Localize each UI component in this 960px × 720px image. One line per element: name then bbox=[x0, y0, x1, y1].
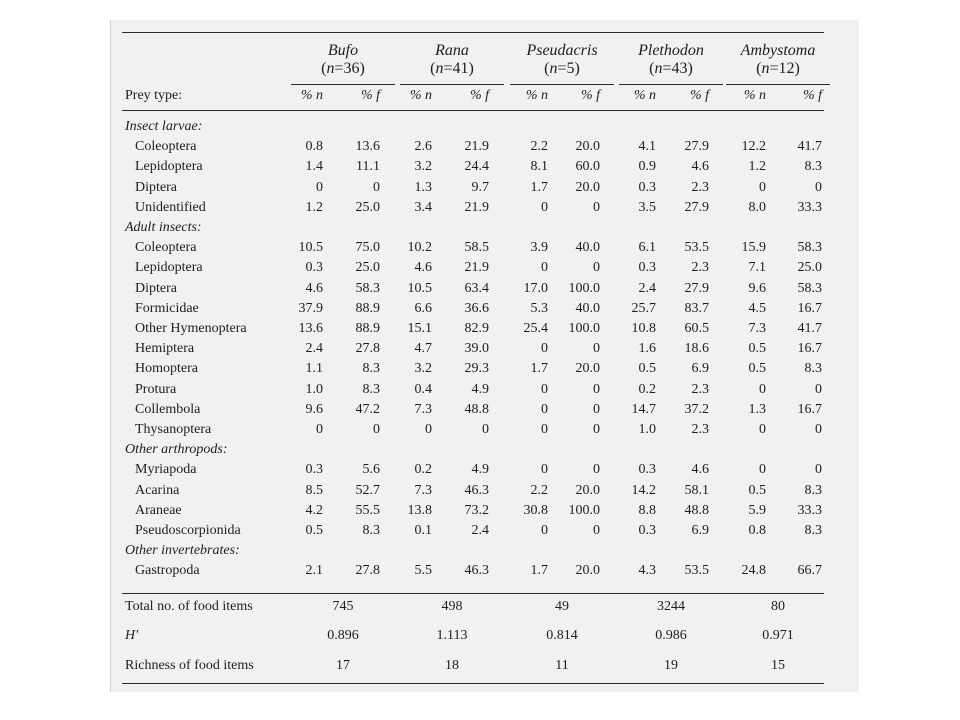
species-header-pseudacris bbox=[507, 42, 617, 78]
table-cell: 13.6 bbox=[355, 139, 380, 155]
table-cell: 0.3 bbox=[638, 179, 656, 195]
table-cell: 0.5 bbox=[748, 361, 766, 377]
table-cell: 2.2 bbox=[530, 139, 548, 155]
table-cell: 48.8 bbox=[684, 502, 709, 518]
table-cell: 29.3 bbox=[464, 361, 489, 377]
table-cell: 0 bbox=[759, 462, 766, 478]
table-cell: 6.6 bbox=[414, 300, 432, 316]
table-cell: 0 bbox=[593, 422, 600, 437]
table-cell: 15.1 bbox=[407, 321, 432, 336]
summary-cell: 0.971 bbox=[762, 628, 794, 643]
table-cell: 0 bbox=[316, 422, 323, 437]
table-cell: 2.6 bbox=[414, 139, 432, 155]
table-cell: 2.4 bbox=[471, 523, 489, 538]
table-cell: 39.0 bbox=[464, 341, 489, 357]
group-heading: Insect larvae: bbox=[125, 119, 203, 134]
table-cell: 0.2 bbox=[638, 381, 656, 397]
table-cell: 13.8 bbox=[407, 502, 432, 518]
table-cell: 8.0 bbox=[748, 199, 766, 215]
table-cell: 5.5 bbox=[414, 563, 432, 579]
table-cell: 48.8 bbox=[464, 401, 489, 417]
table-cell: 46.3 bbox=[464, 563, 489, 579]
table-cell: 88.9 bbox=[355, 321, 380, 336]
prey-row-label: Hemiptera bbox=[135, 341, 195, 357]
table-cell: 60.5 bbox=[684, 321, 709, 336]
table-cell: 14.7 bbox=[631, 401, 656, 417]
table-cell: 2.4 bbox=[638, 280, 656, 296]
table-cell: 4.5 bbox=[748, 300, 766, 316]
prey-row-label: Lepidoptera bbox=[135, 159, 203, 175]
table-cell: 0.3 bbox=[638, 260, 656, 276]
table-cell: 0 bbox=[759, 179, 766, 195]
species-n-value: 12 bbox=[778, 60, 795, 77]
table-bottom-rule bbox=[122, 683, 824, 684]
table-cell: 0 bbox=[593, 199, 600, 215]
table-cell: 16.7 bbox=[797, 300, 822, 316]
table-cell: 6.9 bbox=[691, 361, 709, 377]
table-cell: 58.1 bbox=[684, 482, 709, 498]
summary-cell: 80 bbox=[771, 599, 785, 614]
table-cell: 16.7 bbox=[797, 401, 822, 417]
table-cell: 1.1 bbox=[305, 361, 323, 377]
table-cell: 1.7 bbox=[530, 563, 548, 579]
table-cell: 2.3 bbox=[691, 260, 709, 276]
table-cell: 0.5 bbox=[748, 482, 766, 498]
table-cell: 7.3 bbox=[414, 482, 432, 498]
table-cell: 6.9 bbox=[691, 523, 709, 538]
table-cell: 37.9 bbox=[298, 300, 323, 316]
table-cell: 8.3 bbox=[362, 361, 380, 377]
table-cell: 20.0 bbox=[575, 139, 600, 155]
table-cell: 88.9 bbox=[355, 300, 380, 316]
prey-row-label: Other Hymenoptera bbox=[135, 321, 247, 336]
table-cell: 82.9 bbox=[464, 321, 489, 336]
prey-row-label: Thysanoptera bbox=[135, 422, 212, 437]
table-cell: 41.7 bbox=[797, 139, 822, 155]
group-heading: Adult insects: bbox=[125, 220, 202, 235]
table-cell: 0 bbox=[593, 260, 600, 276]
table-cell: 27.9 bbox=[684, 199, 709, 215]
table-cell: 5.9 bbox=[748, 502, 766, 518]
table-cell: 4.6 bbox=[305, 280, 323, 296]
table-cell: 27.8 bbox=[355, 341, 380, 357]
table-cell: 0 bbox=[759, 422, 766, 437]
table-cell: 58.3 bbox=[797, 280, 822, 296]
species-header-rule bbox=[400, 84, 504, 85]
table-cell: 1.3 bbox=[748, 401, 766, 417]
col-header-percent-n: % n bbox=[743, 88, 766, 103]
table-cell: 37.2 bbox=[684, 401, 709, 417]
table-cell: 0 bbox=[373, 422, 380, 437]
table-cell: 1.6 bbox=[638, 341, 656, 357]
table-cell: 8.3 bbox=[804, 523, 822, 538]
table-cell: 0.5 bbox=[305, 523, 323, 538]
table-cell: 11.1 bbox=[356, 159, 380, 175]
table-cell: 9.7 bbox=[471, 179, 489, 195]
table-cell: 0 bbox=[593, 381, 600, 397]
species-header-rule bbox=[726, 84, 830, 85]
table-cell: 2.3 bbox=[691, 381, 709, 397]
table-cell: 5.3 bbox=[530, 300, 548, 316]
table-cell: 2.3 bbox=[691, 179, 709, 195]
table-cell: 1.7 bbox=[530, 179, 548, 195]
table-cell: 21.9 bbox=[464, 260, 489, 276]
table-cell: 0.8 bbox=[305, 139, 323, 155]
table-cell: 1.0 bbox=[638, 422, 656, 437]
table-cell: 52.7 bbox=[355, 482, 380, 498]
species-name: Plethodon bbox=[638, 42, 704, 59]
table-cell: 0 bbox=[541, 341, 548, 357]
table-cell: 8.3 bbox=[804, 482, 822, 498]
table-cell: 47.2 bbox=[355, 401, 380, 417]
col-header-percent-f: % f bbox=[580, 88, 600, 103]
species-n-value: 43 bbox=[671, 60, 688, 77]
species-header-rule bbox=[291, 84, 395, 85]
table-cell: 1.2 bbox=[748, 159, 766, 175]
table-cell: 15.9 bbox=[741, 240, 766, 256]
table-cell: 1.4 bbox=[305, 159, 323, 175]
table-summary-rule bbox=[122, 593, 824, 594]
table-cell: 17.0 bbox=[523, 280, 548, 296]
table-cell: 55.5 bbox=[355, 502, 380, 518]
table-cell: 0 bbox=[541, 462, 548, 478]
table-cell: 20.0 bbox=[575, 563, 600, 579]
table-cell: 4.3 bbox=[638, 563, 656, 579]
table-cell: 0.3 bbox=[305, 260, 323, 276]
col-header-percent-n: % n bbox=[633, 88, 656, 103]
prey-row-label: Diptera bbox=[135, 179, 177, 195]
table-cell: 3.2 bbox=[414, 159, 432, 175]
prey-row-label: Coleoptera bbox=[135, 139, 197, 155]
table-cell: 18.6 bbox=[684, 341, 709, 357]
table-cell: 0.3 bbox=[638, 523, 656, 538]
species-sample-size: (n=12) bbox=[756, 60, 800, 77]
summary-cell: 18 bbox=[445, 658, 459, 673]
species-header-ambystoma bbox=[723, 42, 833, 78]
table-cell: 2.1 bbox=[305, 563, 323, 579]
prey-row-label: Lepidoptera bbox=[135, 260, 203, 276]
table-cell: 9.6 bbox=[305, 401, 323, 417]
table-cell: 8.3 bbox=[804, 361, 822, 377]
species-name: Ambystoma bbox=[740, 42, 816, 59]
summary-cell: 11 bbox=[555, 658, 569, 673]
table-cell: 58.5 bbox=[464, 240, 489, 256]
table-cell: 0 bbox=[316, 179, 323, 195]
species-name: Pseudacris bbox=[526, 42, 598, 59]
table-cell: 8.1 bbox=[530, 159, 548, 175]
table-cell: 21.9 bbox=[464, 139, 489, 155]
table-cell: 7.3 bbox=[414, 401, 432, 417]
table-cell: 10.5 bbox=[407, 280, 432, 296]
table-cell: 8.3 bbox=[362, 381, 380, 397]
table-cell: 4.1 bbox=[638, 139, 656, 155]
table-cell: 0 bbox=[815, 381, 822, 397]
table-cell: 58.3 bbox=[355, 280, 380, 296]
col-header-percent-f: % f bbox=[469, 88, 489, 103]
table-cell: 2.4 bbox=[305, 341, 323, 357]
summary-cell: 49 bbox=[555, 599, 569, 614]
table-cell: 0.1 bbox=[414, 523, 432, 538]
prey-row-label: Gastropoda bbox=[135, 563, 200, 579]
table-cell: 73.2 bbox=[464, 502, 489, 518]
table-cell: 33.3 bbox=[797, 502, 822, 518]
summary-cell: 745 bbox=[332, 599, 354, 614]
table-cell: 25.0 bbox=[355, 199, 380, 215]
group-heading: Other invertebrates: bbox=[125, 543, 240, 559]
table-cell: 25.0 bbox=[355, 260, 380, 276]
summary-cell: 1.113 bbox=[436, 628, 468, 643]
table-cell: 0 bbox=[373, 179, 380, 195]
table-cell: 2.2 bbox=[530, 482, 548, 498]
col-header-percent-n: % n bbox=[409, 88, 432, 103]
table-cell: 4.6 bbox=[691, 462, 709, 478]
table-cell: 1.0 bbox=[305, 381, 323, 397]
table-cell: 0 bbox=[541, 199, 548, 215]
table-cell: 25.7 bbox=[631, 300, 656, 316]
table-cell: 0.2 bbox=[414, 462, 432, 478]
group-heading: Other arthropods: bbox=[125, 442, 228, 458]
table-cell: 8.8 bbox=[638, 502, 656, 518]
table-cell: 25.0 bbox=[797, 260, 822, 276]
table-cell: 9.6 bbox=[748, 280, 766, 296]
table-cell: 33.3 bbox=[797, 199, 822, 215]
summary-row-label: H' bbox=[125, 628, 139, 643]
table-cell: 100.0 bbox=[568, 321, 600, 336]
summary-cell: 0.986 bbox=[655, 628, 687, 643]
table-cell: 0 bbox=[593, 462, 600, 478]
table-cell: 83.7 bbox=[684, 300, 709, 316]
summary-cell: 15 bbox=[771, 658, 785, 673]
table-cell: 20.0 bbox=[575, 482, 600, 498]
summary-row-label: Richness of food items bbox=[125, 658, 254, 673]
table-cell: 0.4 bbox=[414, 381, 432, 397]
table-cell: 1.7 bbox=[530, 361, 548, 377]
species-sample-size: (n=5) bbox=[544, 60, 580, 77]
prey-row-label: Pseudoscorpionida bbox=[135, 523, 241, 538]
species-n-value: 36 bbox=[343, 60, 360, 77]
table-cell: 2.3 bbox=[691, 422, 709, 437]
table-cell: 0.5 bbox=[748, 341, 766, 357]
species-header-plethodon bbox=[616, 42, 726, 78]
table-cell: 40.0 bbox=[575, 300, 600, 316]
table-cell: 3.2 bbox=[414, 361, 432, 377]
table-cell: 58.3 bbox=[797, 240, 822, 256]
species-header-rule bbox=[619, 84, 723, 85]
table-cell: 27.9 bbox=[684, 280, 709, 296]
table-cell: 66.7 bbox=[797, 563, 822, 579]
species-n-value: 41 bbox=[452, 60, 469, 77]
table-cell: 0 bbox=[541, 381, 548, 397]
table-cell: 30.8 bbox=[523, 502, 548, 518]
species-name: Rana bbox=[435, 42, 469, 59]
table-cell: 0 bbox=[593, 523, 600, 538]
table-cell: 0 bbox=[815, 422, 822, 437]
table-cell: 46.3 bbox=[464, 482, 489, 498]
table-cell: 25.4 bbox=[523, 321, 548, 336]
prey-row-label: Diptera bbox=[135, 280, 177, 296]
table-cell: 0 bbox=[482, 422, 489, 437]
prey-row-label: Collembola bbox=[135, 401, 201, 417]
table-cell: 0.9 bbox=[638, 159, 656, 175]
col-header-percent-f: % f bbox=[689, 88, 709, 103]
table-cell: 12.2 bbox=[741, 139, 766, 155]
table-cell: 20.0 bbox=[575, 179, 600, 195]
summary-cell: 0.896 bbox=[327, 628, 359, 643]
table-cell: 0 bbox=[593, 341, 600, 357]
table-cell: 5.6 bbox=[362, 462, 380, 478]
summary-cell: 19 bbox=[664, 658, 678, 673]
table-cell: 21.9 bbox=[464, 199, 489, 215]
summary-row-label: Total no. of food items bbox=[125, 599, 253, 614]
table-cell: 0.3 bbox=[638, 462, 656, 478]
species-name: Bufo bbox=[327, 42, 359, 59]
table-cell: 1.2 bbox=[305, 199, 323, 215]
species-header-bufo bbox=[288, 42, 398, 78]
table-cell: 60.0 bbox=[575, 159, 600, 175]
prey-row-label: Myriapoda bbox=[135, 462, 197, 478]
table-cell: 4.6 bbox=[691, 159, 709, 175]
summary-cell: 498 bbox=[441, 599, 463, 614]
table-cell: 4.9 bbox=[471, 381, 489, 397]
table-cell: 0 bbox=[593, 401, 600, 417]
table-cell: 3.5 bbox=[638, 199, 656, 215]
table-cell: 0 bbox=[541, 523, 548, 538]
table-cell: 100.0 bbox=[568, 502, 600, 518]
species-header-rule bbox=[510, 84, 614, 85]
species-sample-size: (n=43) bbox=[649, 60, 693, 77]
table-cell: 0 bbox=[759, 381, 766, 397]
table-cell: 0 bbox=[541, 401, 548, 417]
table-cell: 4.7 bbox=[414, 341, 432, 357]
prey-row-label: Protura bbox=[135, 381, 177, 397]
table-cell: 4.9 bbox=[471, 462, 489, 478]
table-cell: 7.3 bbox=[748, 321, 766, 336]
table-cell: 8.3 bbox=[362, 523, 380, 538]
col-header-percent-f: % f bbox=[360, 88, 380, 103]
table-cell: 7.1 bbox=[748, 260, 766, 276]
table-top-rule bbox=[122, 32, 824, 33]
table-cell: 14.2 bbox=[631, 482, 656, 498]
table-cell: 1.3 bbox=[414, 179, 432, 195]
prey-row-label: Unidentified bbox=[135, 199, 206, 215]
col-header-percent-n: % n bbox=[300, 88, 323, 103]
table-cell: 36.6 bbox=[464, 300, 489, 316]
table-cell: 6.1 bbox=[638, 240, 656, 256]
species-sample-size: (n=41) bbox=[430, 60, 474, 77]
table-cell: 16.7 bbox=[797, 341, 822, 357]
table-cell: 10.5 bbox=[298, 240, 323, 256]
prey-row-label: Homoptera bbox=[135, 361, 198, 377]
summary-cell: 17 bbox=[336, 658, 350, 673]
table-cell: 41.7 bbox=[797, 321, 822, 336]
table-cell: 24.8 bbox=[741, 563, 766, 579]
table-cell: 0 bbox=[815, 179, 822, 195]
table-cell: 27.9 bbox=[684, 139, 709, 155]
table-cell: 24.4 bbox=[464, 159, 489, 175]
table-cell: 13.6 bbox=[298, 321, 323, 336]
species-header-rana bbox=[397, 42, 507, 78]
table-cell: 0 bbox=[425, 422, 432, 437]
table-cell: 3.4 bbox=[414, 199, 432, 215]
table-cell: 0 bbox=[815, 462, 822, 478]
col-header-percent-f: % f bbox=[802, 88, 822, 103]
table-cell: 0 bbox=[541, 422, 548, 437]
prey-row-label: Araneae bbox=[135, 502, 182, 518]
table-cell: 20.0 bbox=[575, 361, 600, 377]
table-cell: 53.5 bbox=[684, 240, 709, 256]
summary-cell: 3244 bbox=[657, 599, 685, 614]
table-cell: 63.4 bbox=[464, 280, 489, 296]
table-cell: 8.5 bbox=[305, 482, 323, 498]
species-sample-size: (n=36) bbox=[321, 60, 365, 77]
table-cell: 40.0 bbox=[575, 240, 600, 256]
table-cell: 0 bbox=[541, 260, 548, 276]
table-cell: 10.2 bbox=[407, 240, 432, 256]
column-header-rule bbox=[122, 110, 824, 111]
table-cell: 100.0 bbox=[568, 280, 600, 296]
species-n-value: 5 bbox=[566, 60, 575, 77]
table-cell: 8.3 bbox=[804, 159, 822, 175]
prey-row-label: Formicidae bbox=[135, 300, 199, 316]
prey-row-label: Acarina bbox=[135, 482, 180, 498]
prey-type-label: Prey type: bbox=[125, 88, 183, 103]
table-cell: 75.0 bbox=[355, 240, 380, 256]
summary-cell: 0.814 bbox=[546, 628, 578, 643]
table-cell: 3.9 bbox=[530, 240, 548, 256]
table-cell: 0.5 bbox=[638, 361, 656, 377]
table-cell: 53.5 bbox=[684, 563, 709, 579]
col-header-percent-n: % n bbox=[525, 88, 548, 103]
prey-row-label: Coleoptera bbox=[135, 240, 197, 256]
table-cell: 0.3 bbox=[305, 462, 323, 478]
table-cell: 27.8 bbox=[355, 563, 380, 579]
table-cell: 4.2 bbox=[305, 502, 323, 518]
table-cell: 4.6 bbox=[414, 260, 432, 276]
table-cell: 10.8 bbox=[631, 321, 656, 336]
table-cell: 0.8 bbox=[748, 523, 766, 538]
